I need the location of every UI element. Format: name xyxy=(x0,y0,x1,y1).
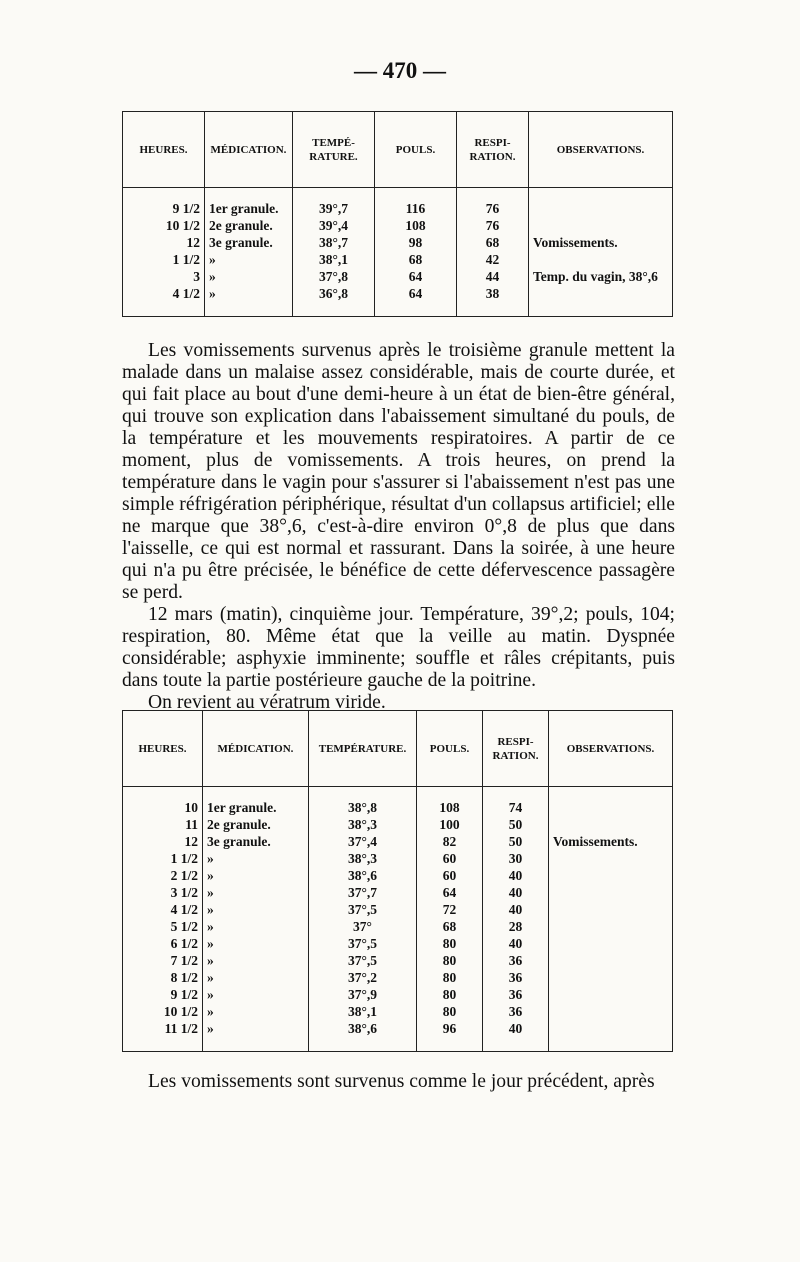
cell-temperature: 36°,8 xyxy=(293,285,375,302)
body-text xyxy=(122,340,675,714)
cell-observations: Vomissements. xyxy=(549,833,673,850)
cell-observations xyxy=(549,969,673,986)
cell-medication: 1er granule. xyxy=(203,799,309,816)
header-observations: OBSERVATIONS. xyxy=(549,711,673,787)
table-row xyxy=(123,952,673,969)
cell-hours: 10 xyxy=(123,799,203,816)
cell-pulse: 64 xyxy=(375,285,457,302)
cell-hours: 10 1/2 xyxy=(123,217,205,234)
cell-pulse: 96 xyxy=(417,1020,483,1037)
cell-temperature: 37°,8 xyxy=(293,268,375,285)
cell-respiration: 74 xyxy=(483,799,549,816)
cell-observations: Temp. du vagin, 38°,6 xyxy=(529,268,673,285)
cell-medication: » xyxy=(203,884,309,901)
cell-pulse: 68 xyxy=(375,251,457,268)
cell-hours: 3 xyxy=(123,268,205,285)
header-medication: MÉDICATION. xyxy=(205,112,293,188)
cell-pulse: 72 xyxy=(417,901,483,918)
cell-hours: 6 1/2 xyxy=(123,935,203,952)
table-row xyxy=(123,918,673,935)
table-row xyxy=(123,969,673,986)
cell-observations xyxy=(529,251,673,268)
cell-observations xyxy=(549,850,673,867)
cell-respiration: 40 xyxy=(483,1020,549,1037)
cell-temperature: 39°,7 xyxy=(293,200,375,217)
cell-temperature: 38°,3 xyxy=(309,850,417,867)
cell-temperature: 38°,6 xyxy=(309,1020,417,1037)
header-hours: HEURES. xyxy=(123,112,205,188)
header-temperature: TEMPÉRATURE. xyxy=(309,711,417,787)
header-respiration: RESPI- RATION. xyxy=(457,112,529,188)
table-row xyxy=(123,251,673,268)
cell-pulse: 82 xyxy=(417,833,483,850)
table-row xyxy=(123,816,673,833)
cell-hours: 2 1/2 xyxy=(123,867,203,884)
cell-observations xyxy=(549,884,673,901)
cell-temperature: 38°,1 xyxy=(293,251,375,268)
cell-temperature: 39°,4 xyxy=(293,217,375,234)
header-respiration: RESPI- RATION. xyxy=(483,711,549,787)
cell-pulse: 116 xyxy=(375,200,457,217)
cell-hours: 10 1/2 xyxy=(123,1003,203,1020)
cell-temperature: 38°,6 xyxy=(309,867,417,884)
cell-temperature: 37° xyxy=(309,918,417,935)
cell-observations xyxy=(549,867,673,884)
table-row xyxy=(123,986,673,1003)
paragraph: On revient au vératrum viride. xyxy=(148,692,386,713)
cell-observations xyxy=(549,986,673,1003)
cell-respiration: 40 xyxy=(483,884,549,901)
cell-observations xyxy=(549,918,673,935)
page-number: — 470 — xyxy=(354,58,446,83)
table-row xyxy=(123,268,673,285)
cell-pulse: 60 xyxy=(417,850,483,867)
cell-medication: » xyxy=(203,918,309,935)
table-row xyxy=(123,867,673,884)
cell-observations xyxy=(529,200,673,217)
paragraph: Les vomissements sont survenus comme le jour précédent, après xyxy=(148,1071,655,1092)
paragraph: 12 mars (matin), cinquième jour. Température, 39°,2; pouls, 104; respiration, 80. Même état que la veille au matin. Dyspnée considérable; asphyxie imminente; souffle et râles crépitants, puis dans toute la partie postérieure gauche de la poitrine. xyxy=(122,604,675,691)
cell-observations xyxy=(549,935,673,952)
cell-observations xyxy=(549,1003,673,1020)
header-temperature: TEMPÉ- RATURE. xyxy=(293,112,375,188)
table-readings-day5 xyxy=(122,710,673,1052)
cell-respiration: 30 xyxy=(483,850,549,867)
cell-respiration: 40 xyxy=(483,901,549,918)
cell-pulse: 60 xyxy=(417,867,483,884)
cell-medication: » xyxy=(205,268,293,285)
table-row xyxy=(123,935,673,952)
cell-observations xyxy=(529,217,673,234)
header-medication: MÉDICATION. xyxy=(203,711,309,787)
cell-observations xyxy=(549,799,673,816)
cell-temperature: 37°,5 xyxy=(309,901,417,918)
cell-medication: » xyxy=(203,952,309,969)
cell-respiration: 28 xyxy=(483,918,549,935)
cell-temperature: 38°,3 xyxy=(309,816,417,833)
cell-temperature: 37°,5 xyxy=(309,952,417,969)
cell-observations xyxy=(549,816,673,833)
cell-medication: » xyxy=(203,867,309,884)
cell-hours: 7 1/2 xyxy=(123,952,203,969)
cell-medication: 3e granule. xyxy=(205,234,293,251)
cell-hours: 1 1/2 xyxy=(123,850,203,867)
cell-observations xyxy=(549,901,673,918)
cell-medication: » xyxy=(203,1020,309,1037)
cell-respiration: 40 xyxy=(483,867,549,884)
cell-respiration: 38 xyxy=(457,285,529,302)
body-text-continued xyxy=(122,1071,675,1093)
cell-hours: 3 1/2 xyxy=(123,884,203,901)
cell-hours: 4 1/2 xyxy=(123,285,205,302)
table-row xyxy=(123,1020,673,1037)
table-row xyxy=(123,217,673,234)
cell-medication: 3e granule. xyxy=(203,833,309,850)
header-pulse: POULS. xyxy=(417,711,483,787)
cell-respiration: 42 xyxy=(457,251,529,268)
table-readings-day4 xyxy=(122,111,673,317)
cell-respiration: 36 xyxy=(483,1003,549,1020)
cell-hours: 9 1/2 xyxy=(123,200,205,217)
cell-medication: 2e granule. xyxy=(203,816,309,833)
table-row xyxy=(123,799,673,816)
cell-respiration: 44 xyxy=(457,268,529,285)
cell-observations xyxy=(549,1020,673,1037)
cell-respiration: 76 xyxy=(457,217,529,234)
cell-temperature: 38°,8 xyxy=(309,799,417,816)
cell-pulse: 80 xyxy=(417,986,483,1003)
cell-pulse: 98 xyxy=(375,234,457,251)
cell-hours: 12 xyxy=(123,234,205,251)
cell-medication: » xyxy=(205,251,293,268)
cell-hours: 11 xyxy=(123,816,203,833)
cell-temperature: 37°,2 xyxy=(309,969,417,986)
paragraph: Les vomissements survenus après le troisième granule mettent la malade dans un malaise assez considérable, mais de courte durée, et qui fait place au bout d'une demi-heure à un état de bien-être général, qui trouve son explication dans l'abaissement simultané du pouls, de la température et les mouvements respiratoires. A partir de ce moment, plus de vomissements. A trois heures, on prend la température dans le vagin pour s'assurer si l'abaissement n'est pas une simple réfrigération périphérique, résultat d'un collapsus artificiel; elle ne marque que 38°,6, c'est-à-dire environ 0°,8 de plus que dans l'aisselle, ce qui est normal et rassurant. Dans la soirée, à une heure qui n'a pu être précisée, le bénéfice de cette défervescence passagère se perd. xyxy=(122,340,675,603)
cell-pulse: 68 xyxy=(417,918,483,935)
cell-pulse: 108 xyxy=(417,799,483,816)
cell-hours: 9 1/2 xyxy=(123,986,203,1003)
table-row xyxy=(123,234,673,251)
cell-medication: 1er granule. xyxy=(205,200,293,217)
cell-respiration: 36 xyxy=(483,969,549,986)
header-hours: HEURES. xyxy=(123,711,203,787)
cell-medication: » xyxy=(203,935,309,952)
cell-respiration: 76 xyxy=(457,200,529,217)
table-row xyxy=(123,200,673,217)
cell-pulse: 80 xyxy=(417,969,483,986)
cell-medication: » xyxy=(203,969,309,986)
cell-observations xyxy=(549,952,673,969)
cell-pulse: 80 xyxy=(417,1003,483,1020)
table-row xyxy=(123,884,673,901)
cell-medication: » xyxy=(203,1003,309,1020)
cell-hours: 4 1/2 xyxy=(123,901,203,918)
cell-hours: 11 1/2 xyxy=(123,1020,203,1037)
cell-pulse: 64 xyxy=(417,884,483,901)
table-row xyxy=(123,1003,673,1020)
cell-pulse: 64 xyxy=(375,268,457,285)
table-row xyxy=(123,850,673,867)
table-row xyxy=(123,901,673,918)
cell-temperature: 37°,5 xyxy=(309,935,417,952)
header-observations: OBSERVATIONS. xyxy=(529,112,673,188)
cell-medication: » xyxy=(203,901,309,918)
cell-medication: 2e granule. xyxy=(205,217,293,234)
cell-temperature: 37°,7 xyxy=(309,884,417,901)
cell-temperature: 38°,7 xyxy=(293,234,375,251)
cell-pulse: 80 xyxy=(417,952,483,969)
cell-temperature: 37°,4 xyxy=(309,833,417,850)
cell-respiration: 36 xyxy=(483,986,549,1003)
cell-respiration: 68 xyxy=(457,234,529,251)
cell-observations xyxy=(529,285,673,302)
cell-hours: 8 1/2 xyxy=(123,969,203,986)
cell-hours: 5 1/2 xyxy=(123,918,203,935)
cell-temperature: 37°,9 xyxy=(309,986,417,1003)
cell-medication: » xyxy=(203,986,309,1003)
table-row xyxy=(123,833,673,850)
cell-respiration: 36 xyxy=(483,952,549,969)
cell-observations: Vomissements. xyxy=(529,234,673,251)
cell-hours: 12 xyxy=(123,833,203,850)
cell-temperature: 38°,1 xyxy=(309,1003,417,1020)
cell-pulse: 100 xyxy=(417,816,483,833)
cell-respiration: 50 xyxy=(483,833,549,850)
cell-hours: 1 1/2 xyxy=(123,251,205,268)
cell-pulse: 108 xyxy=(375,217,457,234)
table-row xyxy=(123,285,673,302)
header-pulse: POULS. xyxy=(375,112,457,188)
cell-medication: » xyxy=(205,285,293,302)
cell-medication: » xyxy=(203,850,309,867)
cell-pulse: 80 xyxy=(417,935,483,952)
cell-respiration: 50 xyxy=(483,816,549,833)
cell-respiration: 40 xyxy=(483,935,549,952)
